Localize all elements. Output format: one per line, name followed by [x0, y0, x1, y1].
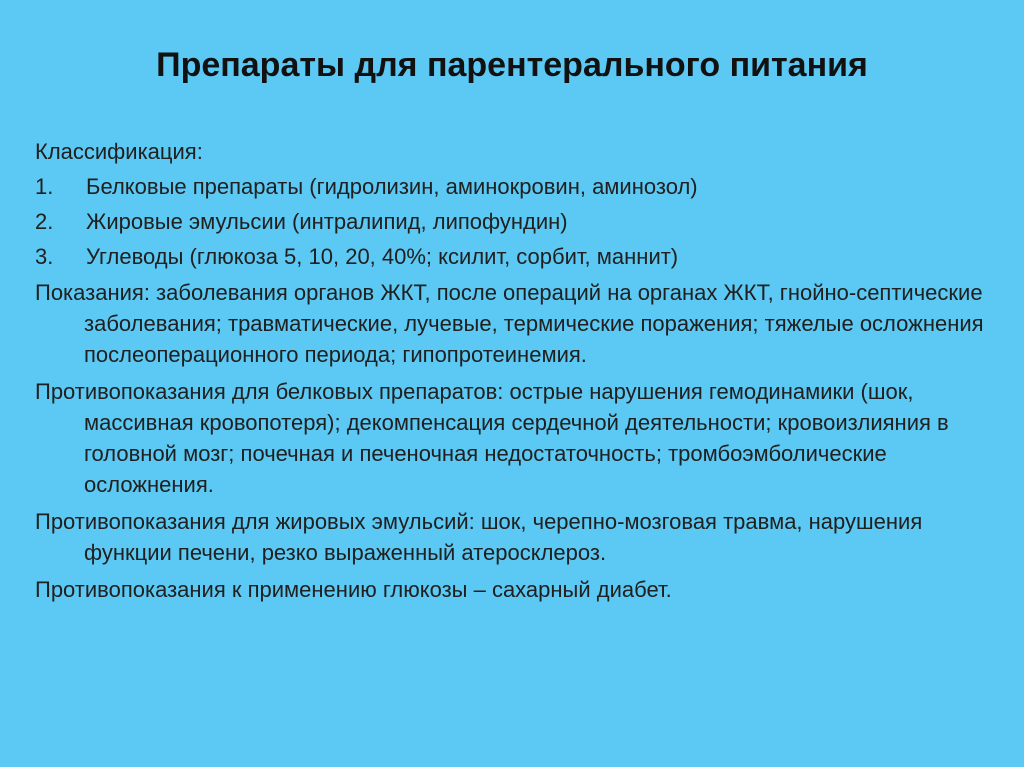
list-item — [35, 242, 1000, 272]
list-item-text: Жировые эмульсии (интралипид, липофундин) — [86, 209, 568, 234]
protein-contraindications-paragraph: Противопоказания для белковых препаратов: острые нарушения гемодинамики (шок, массивная кровопотеря); декомпенсация сердечной деятельности; кровоизлияния в головной мозг; почечная и печеночная недостаточность; тромбоэмболические осложнения. — [35, 379, 949, 497]
classification-heading: Классификация: — [35, 139, 203, 164]
list-item-number: 1. — [35, 174, 54, 199]
indications-paragraph: Показания: заболевания органов ЖКТ, после операций на органах ЖКТ, гнойно-септические заболевания; травматические, лучевые, термические поражения; тяжелые осложнения послеоперационного периода; гипопротеинемия. — [35, 280, 984, 367]
list-item — [35, 207, 1000, 237]
list-item-text: Углеводы (глюкоза 5, 10, 20, 40%; ксилит, сорбит, маннит) — [86, 244, 679, 269]
list-item-text: Белковые препараты (гидролизин, аминокровин, аминозол) — [86, 174, 698, 199]
slide-title: Препараты для парентерального питания — [156, 46, 868, 84]
fat-contraindications-paragraph: Противопоказания для жировых эмульсий: шок, черепно-мозговая травма, нарушения функции печени, резко выраженный атеросклероз. — [35, 509, 923, 565]
glucose-contraindications-paragraph: Противопоказания к применению глюкозы – сахарный диабет. — [35, 577, 672, 602]
slide-body — [35, 137, 1000, 611]
list-item-number: 3. — [35, 244, 54, 269]
list-item — [35, 172, 1000, 202]
list-item-number: 2. — [35, 209, 54, 234]
